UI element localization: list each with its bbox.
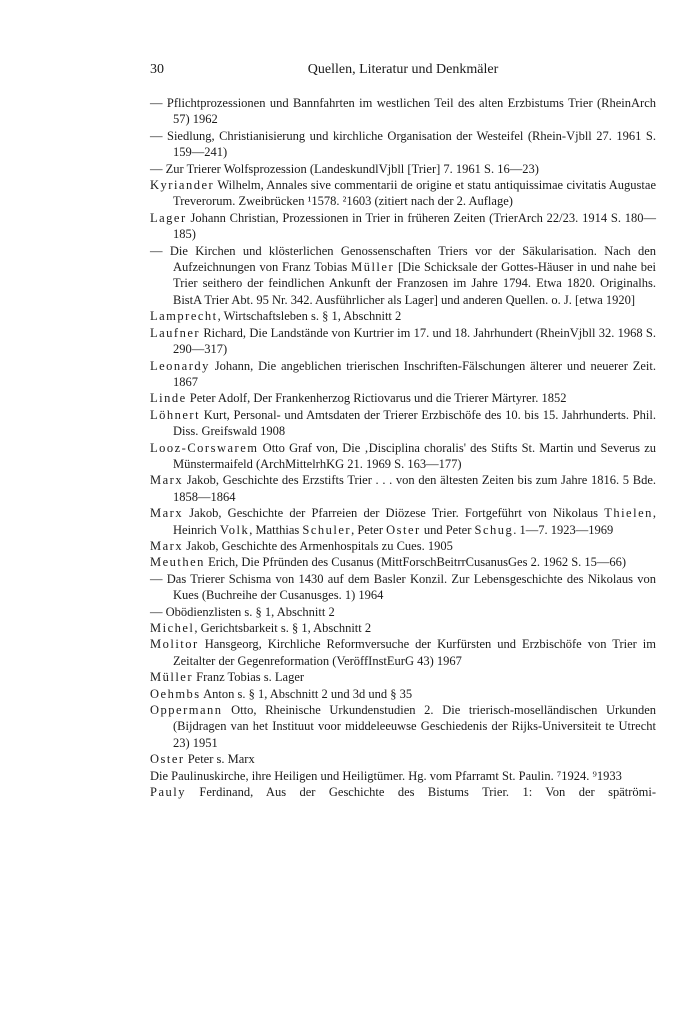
- bibliography-entry: [150, 620, 656, 636]
- entry-text: , Heinrich: [173, 506, 656, 537]
- author-name: Marx: [150, 506, 184, 521]
- entry-text: Richard, Die Landstände von Kurtrier im 17. und 18. Jahrhundert (RheinVjbll 32. 1968 S. 290—317): [173, 325, 656, 357]
- entry-text: Anton s. § 1, Abschnitt 2 und 3d und § 35: [200, 686, 413, 701]
- author-name: Oppermann: [150, 703, 223, 718]
- bibliography-entry: [150, 358, 656, 391]
- entry-text: Johann, Die angeblichen trierischen Inschriften-Fälschungen älterer und neuerer Zeit. 1867: [173, 358, 656, 389]
- entry-text: Erich, Die Pfründen des Cusanus (MittForschBeitrrCusanusGes 2. 1962 S. 15—66): [204, 555, 627, 570]
- author-name: Pauly: [150, 785, 186, 800]
- entry-text: — Siedlung, Christianisierung und kirchliche Organisation der Westeifel (Rhein-Vjbll 27. 1961 S. 159—241): [150, 128, 656, 160]
- bibliography-entry: [150, 325, 656, 358]
- bibliography-entry: [150, 636, 656, 669]
- author-name: Marx: [150, 538, 184, 553]
- entry-text: Ferdinand, Aus der Geschichte des Bistums Trier. 1: Von der spätrömi-: [185, 785, 656, 800]
- entry-text: — Zur Trierer Wolfsprozession (LandeskundlVjbll [Trier] 7. 1961 S. 16—23): [150, 161, 539, 176]
- entry-text: Franz Tobias s. Lager: [193, 670, 305, 685]
- author-name: Meuthen: [150, 555, 205, 570]
- entry-text: , Wirtschaftsleben s. § 1, Abschnitt 2: [217, 309, 402, 324]
- bibliography-entry: [150, 686, 656, 702]
- bibliography-entry: [150, 390, 656, 406]
- author-name: Schuler: [302, 522, 352, 537]
- author-name: Schug: [474, 522, 514, 537]
- entry-text: und Peter: [420, 522, 475, 537]
- bibliography-entry: [150, 554, 656, 570]
- author-name: Looz-Corswarem: [150, 440, 259, 455]
- bibliography-entry: [150, 308, 656, 324]
- bibliography-entry: [150, 751, 656, 767]
- bibliography-entry: [150, 95, 656, 128]
- author-name: Leonardy: [150, 358, 210, 373]
- entry-text: — Obödienzlisten s. § 1, Abschnitt 2: [150, 604, 335, 619]
- author-name: Thielen: [604, 506, 653, 521]
- author-name: Linde: [150, 391, 187, 406]
- bibliography-entry: [150, 571, 656, 604]
- bibliography-entry: [150, 243, 656, 309]
- entry-text: [Die Schicksale der Gottes-Häuser in und nahe bei Trier seithero der feindlichen Ankunft der Franzosen im Jahre 1794. Etwa 1820. Originalhs. BistA Trier Abt. 95 Nr. 342. Ausführlicher als Lager] und anderen Quellen. o. J. [etwa 1920]: [173, 260, 656, 307]
- author-name: Oster: [386, 522, 421, 537]
- entry-text: . 1—7. 1923—1969: [513, 522, 614, 537]
- bibliography-entry: [150, 177, 656, 210]
- author-name: Marx: [150, 473, 184, 488]
- author-name: Müller: [150, 670, 194, 685]
- entry-text: Die Paulinuskirche, ihre Heiligen und Heiligtümer. Hg. vom Pfarramt St. Paulin. ⁷1924. ⁹1933: [150, 768, 622, 783]
- bibliography-entry: [150, 538, 656, 554]
- entry-text: Peter s. Marx: [184, 752, 255, 767]
- entry-text: Jakob, Geschichte des Erzstifts Trier . . . von den ältesten Zeiten bis zum Jahre 1816. 5 Bde. 1858—1864: [173, 473, 656, 504]
- author-name: Michel: [150, 621, 195, 635]
- entry-text: Johann Christian, Prozessionen in Trier in früheren Zeiten (TrierArch 22/23. 1914 S. 180—185): [173, 210, 656, 242]
- entry-text: — Pflichtprozessionen und Bannfahrten im westlichen Teil des alten Erzbistums Trier (RheinArch 57) 1962: [150, 96, 656, 127]
- bibliography-entry: [150, 604, 656, 620]
- entry-text: Jakob, Geschichte des Armenhospitals zu Cues. 1905: [183, 538, 453, 553]
- bibliography-entry: [150, 669, 656, 685]
- page-header: [150, 60, 656, 80]
- author-name: Laufner: [150, 325, 201, 340]
- entry-text: Hansgeorg, Kirchliche Reformversuche der Kurfürsten und Erzbischöfe von Trier im Zeitalter der Gegenreformation (VeröffInstEurG 43) 1967: [173, 637, 656, 668]
- bibliography-entry: [150, 784, 656, 800]
- bibliography-entry: [150, 702, 656, 751]
- entry-text: Wilhelm, Annales sive commentarii de origine et statu antiquissimae civitatis Augustae Treverorum. Zweibrücken ¹1578. ²1603 (zitiert nach der 2. Auflage): [173, 178, 656, 209]
- entry-text: , Gerichtsbarkeit s. § 1, Abschnitt 2: [194, 621, 372, 635]
- author-name: Volk: [219, 522, 250, 537]
- entry-text: Peter Adolf, Der Frankenherzog Rictiovarus und die Trierer Märtyrer. 1852: [186, 391, 567, 406]
- author-name: Molitor: [150, 637, 199, 652]
- running-title: Quellen, Literatur und Denkmäler: [307, 62, 499, 77]
- author-name: Löhnert: [150, 407, 201, 422]
- entry-text: — Das Trierer Schisma von 1430 auf dem Basler Konzil. Zur Lebensgeschichte des Nikolaus von Kues (Buchreihe der Cusanusges. 1) 1964: [150, 571, 656, 603]
- author-name: Müller: [351, 260, 395, 275]
- entry-text: , Peter: [351, 522, 387, 537]
- author-name: Oehmbs: [150, 686, 201, 701]
- bibliography-entry: [150, 210, 656, 243]
- author-name: Lager: [150, 210, 187, 225]
- bibliography-entry: [150, 440, 656, 473]
- bibliography-entry: [150, 505, 656, 538]
- entry-text: Kurt, Personal- und Amtsdaten der Trierer Erzbischöfe des 10. bis 15. Jahrhunderts. Phil. Diss. Greifswald 1908: [173, 407, 656, 439]
- bibliography-entry: [150, 128, 656, 161]
- entry-text: , Matthias: [249, 522, 303, 537]
- page-number: 30: [150, 62, 164, 77]
- bibliography-entry: [150, 407, 656, 440]
- entry-text: — Die Kirchen und klösterlichen Genossenschaften Triers vor der Säkularisation. Nach den Aufzeichnungen von Franz Tobias: [150, 243, 656, 275]
- author-name: Lamprecht: [150, 309, 218, 324]
- entry-text: Jakob, Geschichte der Pfarreien der Diözese Trier. Fortgeführt von Nikolaus: [183, 506, 605, 521]
- author-name: Oster: [150, 752, 185, 767]
- bibliography-entry: [150, 472, 656, 505]
- bibliography-entry: [150, 768, 656, 784]
- bibliography-list: [150, 95, 656, 800]
- author-name: Kyriander: [150, 178, 215, 193]
- entry-text: Otto Graf von, Die ‚Disciplina choralis' des Stifts St. Martin und Severus zu Münstermaifeld (ArchMittelrhKG 21. 1969 S. 163—177): [173, 440, 656, 471]
- bibliography-entry: [150, 161, 656, 177]
- entry-text: Otto, Rheinische Urkundenstudien 2. Die trierisch-moselländischen Urkunden (Bijdragen van het Instituut voor middeleeuwse Geschiedenis der Rijks-Universiteit te Utrecht 23) 1951: [173, 703, 656, 750]
